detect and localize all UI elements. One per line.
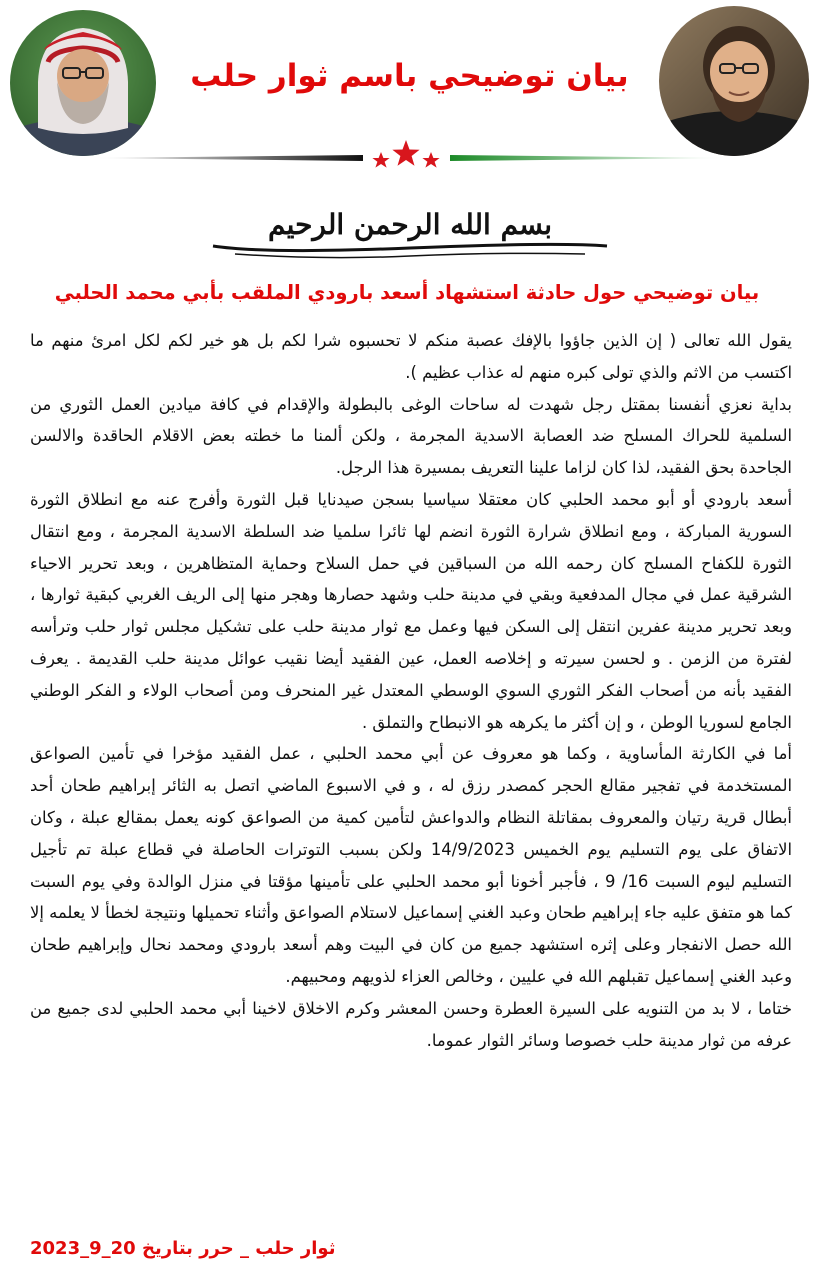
- page-title: بيان توضيحي باسم ثوار حلب: [190, 58, 629, 94]
- paragraph-condolence: بداية نعزي أنفسنا بمقتل رجل شهدت له ساحات الوغى بالبطولة والإقدام في كافة ميادين العمل الثوري من السلمية للحراك المسلح ضد العصابة الاسدية المجرمة ، ولكن ألمنا ما خطته بعض الاقلام الحاقدة والالسن الجاحدة بحق الفقيد، لذا كان لزاما علينا التعريف بمسيرة هذا الرجل.: [30, 394, 792, 478]
- signature-date: ثوار حلب _ حرر بتاريخ 20_9_2023: [30, 1238, 336, 1259]
- basmala-text: بسم الله الرحمن الرحيم: [268, 208, 552, 241]
- flag-star-small-right: [422, 152, 439, 168]
- flag-divider-graphic: [95, 136, 725, 176]
- statement-subtitle: بيان توضيحي حول حادثة استشهاد أسعد بارودي الملقب بأبي محمد الحلبي: [54, 281, 760, 304]
- flag-divider: [95, 136, 725, 176]
- basmala-graphic: [205, 190, 615, 262]
- basmala-calligraphy: [205, 190, 615, 262]
- paragraph-biography: أسعد بارودي أو أبو محمد الحلبي كان معتقلا سياسيا بسجن صيدنايا قبل الثورة وأفرج عنه مع انطلاق الثورة السورية المباركة ، ومع انطلاق شرارة الثورة انضم لها ثائرا سلميا ضد السلطة الاسدية المجرمة ، ومع انتقال الثورة للكفاح المسلح كان رحمه الله من السباقين في حمل السلاح وحماية المتظاهرين ، وبعد تحرير الاحياء الشرقية عمل في مجال المدفعية وبقي في مدينة حلب وشهد حصارها وهجر منها إلى الريف الغربي كبقية ثوارها ، وبعد تحرير مدينة عفرين انتقل إلى السكن فيها وعمل مع ثوار مدينة حلب على تشكيل مجلس ثوار حلب وترأسه لفترة من الزمن . و لحسن سيرته و إخلاصه العمل، عين الفقيد أيضا نقيب عوائل مدينة حلب القديمة . يعرف الفقيد بأنه من أصحاب الفكر الثوري السوي الوسطي المعتدل غير المنحرف ومن أصحاب الولاء و الفكر الوطني الجامع لسوريا الوطن ، و إن أكثر ما يكرهه هو الانبطاح والتملق .: [30, 489, 792, 732]
- paragraph-incident: أما في الكارثة المأساوية ، وكما هو معروف عن أبي محمد الحلبي ، عمل الفقيد مؤخرا في تأمين الصواعق المستخدمة في تفجير مقالع الحجر كمصدر رزق له ، و في الاسبوع الماضي اتصل به الثائر إبراهيم طحان أحد أبطال قرية رتيان والمعروف بمقاتلة النظام والدواعش لتأمين كمية من الصواعق كونه يعمل بمقالع عبلة ، وكان الاتفاق على يوم التسليم يوم الخميس 14/9/2023 ولكن بسبب التوترات الحاصلة في قطاع عبلة تم تأجيل التسليم ليوم السبت 16/ 9 ، فأجبر أخونا أبو محمد الحلبي على تأمينها مؤقتا في منزل الوالدة وفي يوم السبت كما هو متفق عليه جاء إبراهيم طحان وعبد الغني إسماعيل لاستلام الصواعق وأثناء تحميلها ونتيجة لخطأ لا يعلمه إلا الله حصل الانفجار وعلى إثره استشهد جميع من كان في البيت وهم أسعد بارودي ومحمد نحال وإبراهيم طحان وعبد الغني إسماعيل تقبلهم الله في عليين ، وخالص العزاء لذويهم ومحبيهم.: [30, 744, 793, 986]
- paragraph-closing: ختاما ، لا بد من التنويه على السيرة العطرة وحسن المعشر وكرم الاخلاق لاخينا أبي محمد الحلبي لدى جميع من عرفه من ثوار مدينة حلب خصوصا وسائر الثوار عموما.: [30, 998, 792, 1050]
- portrait-left: [10, 10, 156, 156]
- portrait-right: [659, 6, 809, 156]
- portrait-left-image: [10, 10, 156, 156]
- paragraph-quran-verse: يقول الله تعالى ( إن الذين جاؤوا بالإفك عصبة منكم لا تحسبوه شرا لكم بل هو خير لكم لكل امرئ منهم ما اكتسب من الاثم والذي تولى كبره منهم له عذاب عظيم ).: [30, 331, 792, 382]
- statement-body: [30, 325, 792, 1056]
- portrait-right-image: [659, 6, 809, 156]
- flag-star-small-left: [372, 152, 389, 168]
- flag-star-large: [392, 140, 419, 166]
